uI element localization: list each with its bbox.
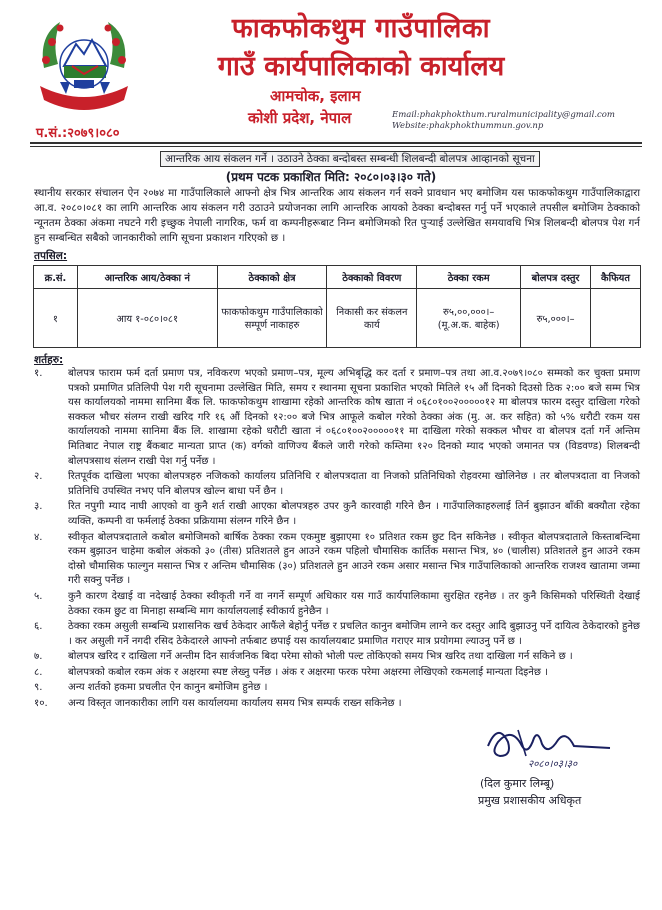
condition-text: रितपूर्वक दाखिला भएका बोलपत्रहरु नजिकको कार्यालय प्रतिनिधि र बोलपत्रदाता वा निजको प्रतिनिधिको रोहवरमा खोलिनेछ । तर बोलपत्रदाता वा निजको प्रतिनिधि उपस्थित नभए पनि बोलपत्र खोल्न बाधा पर्ने छैन । [68, 471, 640, 497]
publication-date: (प्रथम पटक प्रकाशित मिति: २०८०।०३।३० गते) [225, 170, 437, 184]
office-subtitle: गाउँ कार्यपालिकाको कार्यालय [217, 51, 505, 82]
conditions-list [34, 367, 640, 713]
notice-intro: स्थानीय सरकार संचालन ऐन २०७४ मा गाउँपालिकाले आफ्नो क्षेत्र भित्र आन्तरिक आय संकलन गर्न सक्ने प्रावधान भए बमोजिम यस फाकफोकथुम गाउँपालिकाद्वारा आ.व. २०८०।०८१ का लागि आन्तरिक आय संकलन गरी उठाउने प्रयोजनका लागि आन्तरिक आयको ठेक्का बन्दोबस्त गर्नु पर्ने भएकाले तपसील बमोजिम ठेक्काको न्यूनतम ठेक्का अंकमा नघटने गरी इच्छुक नेपाली नागरिक, फर्म वा कम्पनीहरूबाट निम्न बमोजिमको रित पुऱ्याई उल्लेखित समयावधि भित्र शिलबन्दी बोलपत्र पेश गर्न हुन सम्बन्धित सबैको जानकारीको लागि सूचना प्रकाशन गरिएको छ । [34, 187, 640, 244]
signer-name: (दिल कुमार लिम्बू) [480, 777, 555, 790]
address-line-2: कोशी प्रदेश, नेपाल [248, 109, 352, 127]
condition-number: ३. [34, 501, 43, 513]
cell-sn: १ [34, 289, 78, 348]
list-item [34, 590, 640, 619]
table-header-row [34, 266, 641, 289]
condition-text: अन्य विस्तृत जानकारीका लागि यस कार्यालयमा कार्यालय समय भित्र सम्पर्क राख्न सकिनेछ । [68, 698, 402, 710]
list-item [34, 681, 640, 696]
header-divider [30, 142, 642, 144]
header-divider-thin [30, 146, 642, 147]
schedule-label: तपसिल: [34, 250, 68, 262]
cell-description: निकासी कर संकलन कार्य [327, 289, 417, 348]
office-name: फाकफोकथुम गाउँपालिका [231, 13, 491, 44]
signature-date: २०८०।०३।३० [528, 759, 578, 770]
conditions-label: शर्तहरु: [34, 354, 64, 366]
header-fee: बोलपत्र दस्तुर [521, 266, 591, 289]
cell-remarks [591, 289, 641, 348]
condition-number: ७. [34, 651, 43, 663]
condition-text: कुनै कारण देखाई वा नदेखाई ठेक्का स्वीकृती गर्ने वा नगर्ने सम्पूर्ण अधिकार यस गाउँ कार्यपालिकामा सुरक्षित रहनेछ । तर कुनै किसिमको परिस्थिती देखाई ठेक्का रकम छुट वा मिनाहा सम्बन्धि माग कार्यालयलाई स्वीकार्य हुनेछैन । [68, 590, 640, 617]
condition-number: ९. [34, 682, 43, 694]
address-line-1: आमचोक, इलाम [270, 87, 361, 105]
list-item [34, 470, 640, 499]
list-item [34, 500, 640, 529]
list-item [34, 367, 640, 469]
notice-subject: आन्तरिक आय संकलन गर्ने । उठाउने ठेक्का बन्दोबस्त सम्बन्धी शिलबन्दी बोलपत्र आव्हानको सूचना [160, 151, 540, 167]
condition-number: १. [34, 368, 43, 379]
cell-fee: रु५,०००।– [521, 289, 591, 348]
list-item [34, 650, 640, 665]
condition-number: २. [34, 471, 43, 483]
condition-text: बोलपत्रको कबोल रकम अंक र अक्षरमा स्पष्ट लेख्नु पर्नेछ । अंक र अक्षरमा फरक परेमा अक्षरमा लेखिएको रकमलाई मान्यता दिइनेछ । [68, 666, 548, 678]
condition-number: ६. [34, 621, 43, 633]
condition-text: बोलपत्र खरिद र दाखिला गर्ने अन्तीम दिन सार्वजनिक बिदा परेमा सोको भोली पल्ट तोकिएको समय भित्र खरिद तथा दाखिला गर्न सकिने छ । [68, 651, 573, 663]
reference-number: प.सं.:२०७९।०८० [36, 126, 120, 141]
condition-number: ५. [34, 590, 43, 602]
amount-note: (मू.अ.क. बाहेक) [437, 320, 500, 331]
list-item [34, 666, 640, 681]
schedule-table [33, 265, 641, 348]
header-remarks: कैफियत [591, 266, 641, 289]
signer-designation: प्रमुख प्रशासकीय अधिकृत [478, 794, 582, 807]
amount-value: रु५,००,०००।– [443, 307, 495, 318]
cell-contract-no: आय १-०८०।०८१ [77, 289, 217, 348]
condition-number: ४. [34, 531, 43, 543]
header-sn: क्र.सं. [34, 266, 78, 289]
header-contract-no: आन्तरिक आय/ठेक्का नं [77, 266, 217, 289]
list-item [34, 531, 640, 589]
contact-block [392, 110, 615, 132]
header-description: ठेक्काको विवरण [327, 266, 417, 289]
list-item [34, 697, 640, 712]
cell-amount [417, 289, 521, 348]
header-amount: ठेक्का रकम [417, 266, 521, 289]
condition-text: बोलपत्र फाराम फर्म दर्ता प्रमाण पत्र, नविकरण भएको प्रमाण–पत्र, मूल्य अभिबृद्धि कर दर्ता र प्रमाण–पत्र तथा आ.व.२०७९।०८० सम्मको कर चुक्ता प्रमाण पत्रको प्रमाणित प्रतिलिपी पेश गरी सूचनामा उल्लेखित मिति, समय र स्थानमा सूचना प्रकाशित भएको मितिले १५ औं दिनको दिउसो ठिक २:०० बजे सम्म भित्र यस कार्यालयको नाममा सानिमा बैंक लि. फाकफोकथुम शाखामा रहेको आन्तरिक कोष खाता नं ०६८०१००२०००००१२ मा बोलपत्र फारम दस्तुर दाखिला गरेको सक्कल भौचर संलग्न राखी खरिद गरि १६ औं दिनको १२:०० बजे भित्र आफूले कबोल गरेको ठेक्का अंक (मु. अ. कर सहित) को ५% धरौटी रकम यस कार्यालयको नाममा सानिमा बैंक लि. शाखामा रहेको धरौटी खाता नं ०६८०१००२०००००११ मा दाखिला गरेको सक्कल भौचर वा बोलपत्र दर्ता गर्ने अन्तिम मितिबाट नेपाल राष्ट्र बैंकबाट मान्यता प्राप्त (क) वर्गको वाणिज्य बैंकले जारी गरेको कम्तिमा १२० दिनको म्याद भएको जमानत पत्र (विडवण्ड) शिलबन्दी बोलपत्रसाथ संलग्न राखी पेश गर्नु पर्नेछ । [68, 368, 640, 467]
condition-number: ८. [34, 666, 43, 678]
condition-text: रित नपुगी म्याद नाघी आएको वा कुनै शर्त राखी आएका बोलपत्रहरु उपर कुनै कारवाही गरिने छैन । गाउँपालिकाहरुलाई तिर्न बुझाउन बाँकी बक्यौता रहेका व्यक्ति, कम्पनी वा फर्मलाई ठेक्का प्रक्रियामा संलग्न गरिने छैन । [68, 501, 640, 527]
condition-text: अन्य शर्तको हकमा प्रचलीत ऐन कानुन बमोजिम हुनेछ । [68, 682, 268, 694]
website-text: Website:phakphokthummun.gov.np [392, 121, 544, 131]
condition-text: स्वीकृत बोलपत्रदाताले कबोल बमोजिमको बार्षिक ठेक्का रकम एकमुष्ट बुझाएमा १० प्रतिशत रकम छुट दिन सकिनेछ । स्वीकृत बोलपत्रदाताले किस्ताबन्दिमा रकम बुझाउन चाहेमा कबोल अंकको ३० (तीस) प्रतिशतले हुन आउने रकम पहिलो चौमासिक कार्तिक मसान्त भित्र, ४० (चालीस) प्रतिशतले हुन आउने रकम दोस्रो चौमासिक फाल्गुन मसान्त भित्र र अन्तिम चौमासिक (३०) प्रतिशतले हुन आउने रकम असार मसान्त भित्र गाउँपालिकाको आन्तरिक राजश्व खातामा जम्मा गरी सक्नु पर्नेछ । [68, 531, 640, 587]
condition-number: १०. [34, 698, 48, 710]
condition-text: ठेक्का रकम असुली सम्बन्धि प्रशासनिक खर्च ठेकेदार आफैंले बेहोर्नु पर्नेछ र प्रचलित कानुन बमोजिम लाग्ने कर दस्तुर आदि बुझाउनु पर्ने दायित्व ठेकेदारको हुनेछ । कर असुली गर्ने नगदी रसिद ठेकेदारले आफ्नो तर्फबाट छपाई यस कार्यालयबाट प्रमाणित गराएर मात्र प्रयोगमा ल्याउनु पर्ने छ । [68, 621, 640, 647]
cell-area: फाकफोकथुम गाउँपालिकाको सम्पूर्ण नाकाहरु [217, 289, 327, 348]
email-text: Email:phakphokthum.ruralmunicipality@gmail.com [392, 110, 615, 120]
list-item [34, 620, 640, 649]
table-row [34, 289, 641, 348]
header-area: ठेक्काको क्षेत्र [217, 266, 327, 289]
